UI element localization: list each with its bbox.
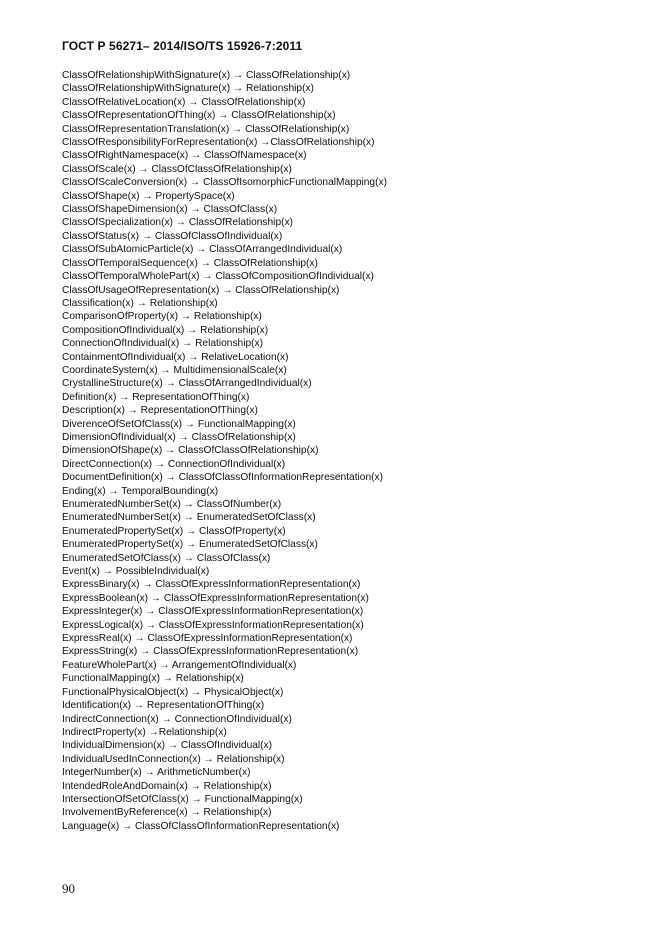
axiom-line: IntersectionOfSetOfClass(x) → FunctionalMapping(x)	[62, 793, 303, 805]
axiom-line: CrystallineStructure(x) → ClassOfArrangedIndividual(x)	[62, 378, 312, 390]
axiom-line: ClassOfTemporalWholePart(x) → ClassOfCompositionOfIndividual(x)	[62, 271, 374, 283]
axiom-line: Ending(x) → TemporalBounding(x)	[62, 485, 219, 497]
axiom-line: ClassOfUsageOfRepresentation(x) → ClassOfRelationship(x)	[62, 284, 340, 296]
axiom-line: CoordinateSystem(x) → MultidimensionalScale(x)	[62, 364, 287, 376]
axiom-line: ExpressLogical(x) → ClassOfExpressInformationRepresentation(x)	[62, 619, 364, 631]
axiom-line: DimensionOfIndividual(x) → ClassOfRelationship(x)	[62, 431, 296, 443]
axiom-line: ClassOfTemporalSequence(x) → ClassOfRelationship(x)	[62, 257, 318, 269]
axiom-line: ClassOfScale(x) → ClassOfClassOfRelationship(x)	[62, 163, 292, 175]
axiom-line: ClassOfShape(x) → PropertySpace(x)	[62, 190, 235, 202]
axiom-line: Description(x) → RepresentationOfThing(x)	[62, 405, 258, 417]
axiom-line: ComparisonOfProperty(x) → Relationship(x)	[62, 311, 262, 323]
axiom-line: EnumeratedSetOfClass(x) → ClassOfClass(x)	[62, 552, 271, 564]
axiom-line: ExpressReal(x) → ClassOfExpressInformationRepresentation(x)	[62, 633, 353, 645]
axiom-line: ConnectionOfIndividual(x) → Relationship(x)	[62, 338, 264, 350]
axiom-line: IndividualDimension(x) → ClassOfIndividual(x)	[62, 740, 273, 752]
axiom-line: ClassOfStatus(x) → ClassOfClassOfIndividual(x)	[62, 230, 283, 242]
axiom-line: ClassOfRepresentationOfThing(x) → ClassOfRelationship(x)	[62, 110, 336, 122]
axiom-line: Language(x) → ClassOfClassOfInformationRepresentation(x)	[62, 820, 340, 832]
axiom-line: ClassOfShapeDimension(x) → ClassOfClass(x)	[62, 204, 278, 216]
axiom-line: ClassOfRightNamespace(x) → ClassOfNamespace(x)	[62, 150, 307, 162]
axiom-line: Identification(x) → RepresentationOfThing(x)	[62, 700, 265, 712]
axiom-line: IndirectConnection(x) → ConnectionOfIndividual(x)	[62, 713, 292, 725]
axiom-line: EnumeratedNumberSet(x) → EnumeratedSetOfClass(x)	[62, 512, 316, 524]
axiom-line: Event(x) → PossibleIndividual(x)	[62, 566, 210, 578]
axiom-line: ExpressBoolean(x) → ClassOfExpressInformationRepresentation(x)	[62, 592, 369, 604]
axiom-line: ClassOfRelationshipWithSignature(x) → ClassOfRelationship(x)	[62, 70, 351, 81]
axiom-line: IndirectProperty(x) →Relationship(x)	[62, 726, 227, 738]
axiom-line: ClassOfScaleConversion(x) → ClassOfIsomorphicFunctionalMapping(x)	[62, 177, 387, 189]
axiom-line: IntendedRoleAndDomain(x) → Relationship(x)	[62, 780, 272, 792]
axiom-line: FunctionalPhysicalObject(x) → PhysicalObject(x)	[62, 686, 284, 698]
axiom-line: ClassOfRelativeLocation(x) → ClassOfRelationship(x)	[62, 96, 306, 108]
axiom-line: ExpressInteger(x) → ClassOfExpressInformationRepresentation(x)	[62, 606, 364, 618]
axiom-line: FeatureWholePart(x) → ArrangementOfIndividual(x)	[62, 659, 297, 671]
axiom-line: ClassOfRelationshipWithSignature(x) → Relationship(x)	[62, 83, 314, 95]
axiom-line: Classification(x) → Relationship(x)	[62, 297, 218, 309]
axiom-line: IndividualUsedInConnection(x) → Relationship(x)	[62, 753, 285, 765]
axiom-line: Definition(x) → RepresentationOfThing(x)	[62, 391, 250, 403]
axiom-line: ClassOfRepresentationTranslation(x) → ClassOfRelationship(x)	[62, 123, 350, 135]
axiom-line: ExpressString(x) → ClassOfExpressInformationRepresentation(x)	[62, 646, 359, 658]
axiom-line: DimensionOfShape(x) → ClassOfClassOfRelationship(x)	[62, 445, 319, 457]
axiom-line: EnumeratedPropertySet(x) → ClassOfProperty(x)	[62, 525, 286, 537]
axiom-line: DocumentDefinition(x) → ClassOfClassOfInformationRepresentation(x)	[62, 472, 384, 484]
axiom-line: ClassOfResponsibilityForRepresentation(x) →ClassOfRelationship(x)	[62, 137, 375, 149]
axiom-line: EnumeratedNumberSet(x) → ClassOfNumber(x)	[62, 499, 282, 510]
axiom-line: FunctionalMapping(x) → Relationship(x)	[62, 673, 244, 685]
axiom-line: DirectConnection(x) → ConnectionOfIndividual(x)	[62, 458, 286, 470]
axiom-line: ClassOfSubAtomicParticle(x) → ClassOfArrangedIndividual(x)	[62, 244, 343, 256]
axiom-line: CompositionOfIndividual(x) → Relationship(x)	[62, 324, 269, 336]
axiom-line: ClassOfSpecialization(x) → ClassOfRelationship(x)	[62, 217, 293, 229]
axiom-line: ExpressBinary(x) → ClassOfExpressInformationRepresentation(x)	[62, 579, 361, 591]
axiom-line: IntegerNumber(x) → ArithmeticNumber(x)	[62, 767, 251, 779]
page-header: ГОСТ Р 56271– 2014/ISO/TS 15926-7:2011	[62, 39, 303, 53]
axiom-line: ContainmentOfIndividual(x) → RelativeLocation(x)	[62, 351, 289, 363]
axiom-line: DiverenceOfSetOfClass(x) → FunctionalMapping(x)	[62, 418, 296, 430]
axiom-line: InvolvementByReference(x) → Relationship(x)	[62, 807, 272, 819]
axiom-list	[62, 69, 387, 833]
axiom-line: EnumeratedPropertySet(x) → EnumeratedSetOfClass(x)	[62, 539, 318, 551]
page-number: 90	[62, 881, 75, 896]
